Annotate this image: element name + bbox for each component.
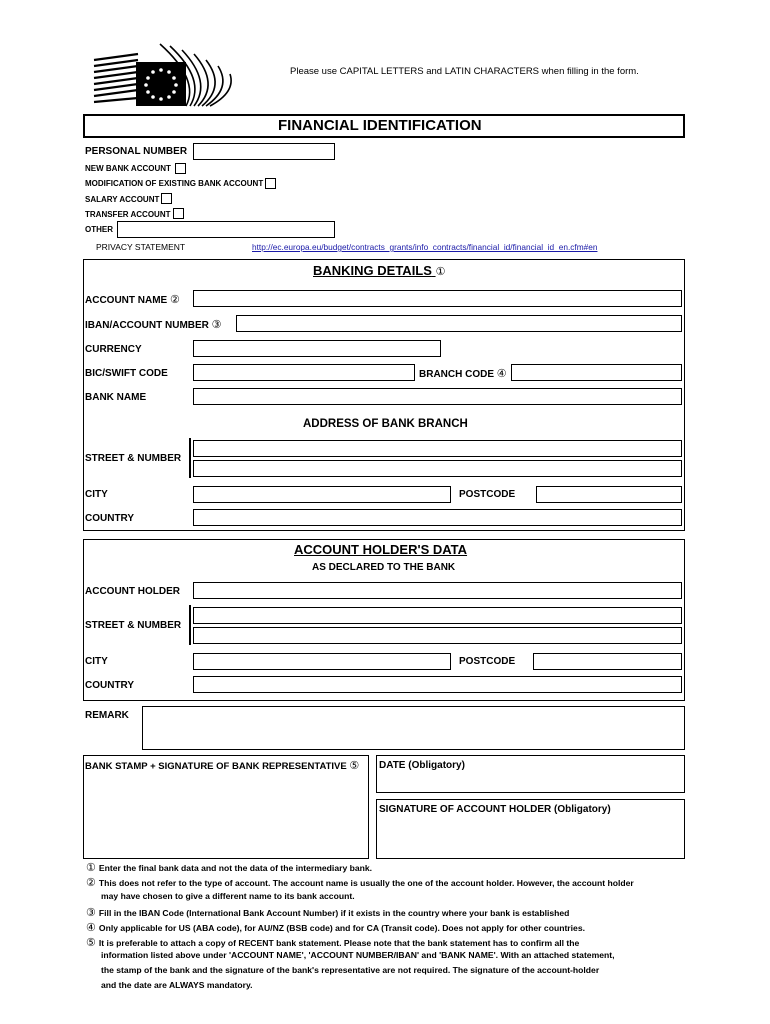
footnote-line <box>86 906 569 919</box>
holder-postcode-input[interactable] <box>533 653 682 670</box>
new-bank-account-checkbox[interactable] <box>175 163 186 174</box>
branch-code-text: BRANCH CODE <box>419 369 494 380</box>
currency-label: CURRENCY <box>85 344 142 355</box>
iban-marker: ③ <box>211 319 222 331</box>
holder-signature-label: SIGNATURE OF ACCOUNT HOLDER (Obligatory) <box>379 804 611 815</box>
other-input[interactable] <box>117 221 335 238</box>
remark-input[interactable] <box>142 706 685 750</box>
modification-checkbox[interactable] <box>265 178 276 189</box>
bank-street-bar <box>189 438 191 478</box>
bank-street-input-2[interactable] <box>193 460 682 477</box>
holder-postcode-label: POSTCODE <box>459 656 516 667</box>
holder-city-input[interactable] <box>193 653 451 670</box>
new-bank-account-label: NEW BANK ACCOUNT <box>85 164 171 173</box>
holder-country-input[interactable] <box>193 676 682 693</box>
footnote-marker: ① <box>86 862 99 874</box>
bank-street-input-1[interactable] <box>193 440 682 457</box>
account-name-marker: ② <box>170 294 180 306</box>
bank-name-input[interactable] <box>193 388 682 405</box>
account-name-label <box>85 293 180 306</box>
banking-details-marker: ① <box>435 266 446 278</box>
bank-country-label: COUNTRY <box>85 513 135 524</box>
salary-account-label: SALARY ACCOUNT <box>85 195 160 204</box>
bank-country-input[interactable] <box>193 509 682 526</box>
account-holder-input[interactable] <box>193 582 682 599</box>
footnote-text: and the date are ALWAYS mandatory. <box>101 980 253 991</box>
bank-stamp-label <box>85 759 359 772</box>
bank-address-title: ADDRESS OF BANK BRANCH <box>303 418 468 430</box>
personal-number-label: PERSONAL NUMBER <box>85 146 188 157</box>
bic-label: BIC/SWIFT CODE <box>85 368 168 379</box>
transfer-account-checkbox[interactable] <box>173 208 184 219</box>
holder-title: ACCOUNT HOLDER'S DATA <box>294 542 468 557</box>
holder-city-label: CITY <box>85 656 108 667</box>
bank-postcode-input[interactable] <box>536 486 682 503</box>
holder-country-label: COUNTRY <box>85 680 135 691</box>
bank-city-input[interactable] <box>193 486 451 503</box>
bank-stamp-text: BANK STAMP + SIGNATURE OF BANK REPRESENTATIVE <box>85 761 347 772</box>
salary-account-checkbox[interactable] <box>161 193 172 204</box>
bank-name-label: BANK NAME <box>85 392 147 403</box>
account-name-text: ACCOUNT NAME <box>85 295 168 306</box>
remark-label: REMARK <box>85 710 129 721</box>
european-commission-logo <box>90 40 240 110</box>
footnote-line <box>86 921 585 934</box>
footnote-marker: ③ <box>86 906 99 919</box>
account-name-input[interactable] <box>193 290 682 307</box>
holder-street-input-2[interactable] <box>193 627 682 644</box>
footnote-marker: ④ <box>86 921 99 934</box>
modification-label: MODIFICATION OF EXISTING BANK ACCOUNT <box>85 179 264 188</box>
footnote-text: It is preferable to attach a copy of RECENT bank statement. Please note that the bank statement has to confirm all the <box>98 937 580 948</box>
form-title: FINANCIAL IDENTIFICATION <box>278 117 482 134</box>
footnote-text: This does not refer to the type of account. The account name is usually the one of the account holder. However, the account holder <box>98 877 634 888</box>
footnote-line <box>101 950 615 960</box>
footnote-marker: ② <box>86 876 99 889</box>
holder-street-label: STREET & NUMBER <box>85 620 182 631</box>
personal-number-input[interactable] <box>193 143 335 160</box>
bank-city-label: CITY <box>85 489 108 500</box>
branch-code-input[interactable] <box>511 364 682 381</box>
footnote-marker: ⑤ <box>86 936 99 949</box>
iban-label <box>85 318 222 331</box>
footnote-text: information listed above under 'ACCOUNT NAME', 'ACCOUNT NUMBER/IBAN' and 'BANK NAME'. With an attached statement, <box>101 950 615 961</box>
banking-details-title-text: BANKING DETAILS <box>313 263 432 278</box>
holder-street-input-1[interactable] <box>193 607 682 624</box>
footnote-line <box>86 861 372 874</box>
holder-street-bar <box>189 605 191 645</box>
header-instruction: Please use CAPITAL LETTERS and LATIN CHARACTERS when filling in the form. <box>290 66 639 77</box>
other-label: OTHER <box>85 225 113 234</box>
footnote-text: the stamp of the bank and the signature of the bank's representative are not required. The signature of the account-holder <box>101 965 600 976</box>
footnote-text: Fill in the IBAN Code (International Bank Account Number) if it exists in the country where your bank is established <box>98 907 570 918</box>
privacy-link[interactable]: http://ec.europa.eu/budget/contracts_grants/info_contracts/financial_id/financial_id_en.cfm#en <box>252 242 598 252</box>
footnote-line <box>101 980 253 990</box>
iban-input[interactable] <box>236 315 682 332</box>
footnote-line <box>101 965 599 975</box>
branch-code-label <box>419 367 507 380</box>
footnote-text: Only applicable for US (ABA code), for AU/NZ (BSB code) and for CA (Transit code). Does not apply for other countries. <box>98 922 585 933</box>
account-holder-label: ACCOUNT HOLDER <box>85 586 180 597</box>
privacy-statement-label: PRIVACY STATEMENT <box>96 242 186 252</box>
branch-code-marker: ④ <box>496 368 507 380</box>
bank-stamp-marker: ⑤ <box>349 760 360 772</box>
footnote-text: may have chosen to give a different name to its bank account. <box>101 890 355 901</box>
holder-subtitle: AS DECLARED TO THE BANK <box>312 562 456 573</box>
footnote-line <box>101 891 355 901</box>
currency-input[interactable] <box>193 340 441 357</box>
date-label: DATE (Obligatory) <box>379 760 465 771</box>
footnote-text: Enter the final bank data and not the data of the intermediary bank. <box>98 863 373 873</box>
bic-input[interactable] <box>193 364 415 381</box>
footnote-line <box>86 936 579 949</box>
bank-street-label: STREET & NUMBER <box>85 453 182 464</box>
bank-postcode-label: POSTCODE <box>459 489 516 500</box>
transfer-account-label: TRANSFER ACCOUNT <box>85 210 171 219</box>
iban-text: IBAN/ACCOUNT NUMBER <box>85 320 209 331</box>
footnote-line <box>86 876 634 889</box>
banking-details-title <box>313 263 445 278</box>
